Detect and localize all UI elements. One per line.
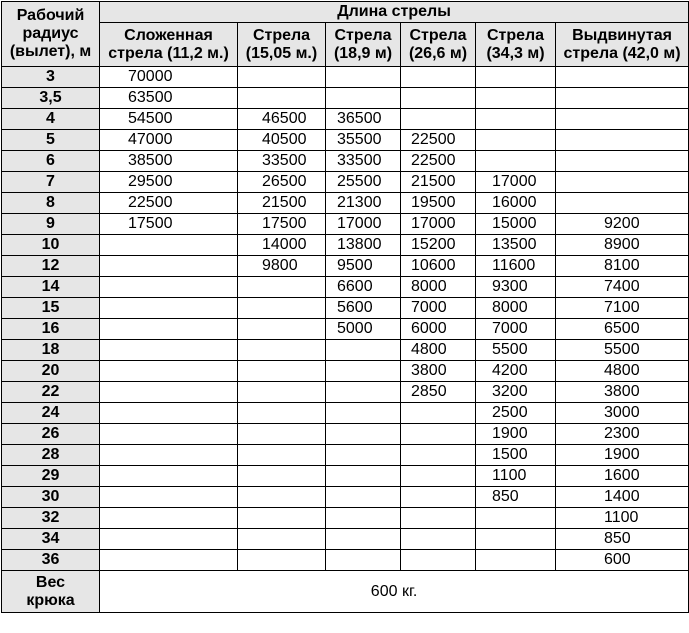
radius-cell: 14 [2,277,100,298]
capacity-cell [100,382,238,403]
capacity-cell: 17500 [238,214,326,235]
capacity-cell [476,109,556,130]
capacity-cell: 15000 [476,214,556,235]
capacity-cell [326,466,401,487]
capacity-cell [556,109,689,130]
table-row [2,88,689,109]
capacity-cell: 36500 [326,109,401,130]
capacity-cell: 2850 [401,382,476,403]
boom-column-header-line2: (26,6 м) [408,44,468,62]
capacity-cell [556,130,689,151]
radius-cell: 36 [2,550,100,571]
capacity-cell: 3200 [476,382,556,403]
capacity-cell [238,319,326,340]
boom-column-header [100,23,238,67]
radius-cell: 18 [2,340,100,361]
capacity-cell: 5000 [326,319,401,340]
radius-cell: 12 [2,256,100,277]
capacity-cell [326,382,401,403]
capacity-cell: 14000 [238,235,326,256]
capacity-cell [476,151,556,172]
radius-cell: 7 [2,172,100,193]
boom-column-header [238,23,326,67]
capacity-cell: 1900 [476,424,556,445]
capacity-cell [100,319,238,340]
radius-header-line2: радиус [22,25,79,42]
capacity-cell: 17000 [401,214,476,235]
capacity-cell [401,487,476,508]
capacity-cell: 21300 [326,193,401,214]
capacity-cell: 5600 [326,298,401,319]
capacity-cell [100,256,238,277]
capacity-cell: 8000 [476,298,556,319]
capacity-cell: 7400 [556,277,689,298]
radius-cell: 8 [2,193,100,214]
capacity-cell: 35500 [326,130,401,151]
capacity-cell [238,277,326,298]
capacity-cell [326,424,401,445]
capacity-cell: 63500 [100,88,238,109]
capacity-cell [326,403,401,424]
capacity-cell: 6500 [556,319,689,340]
radius-cell: 22 [2,382,100,403]
capacity-cell: 8000 [401,277,476,298]
radius-cell: 3,5 [2,88,100,109]
capacity-cell: 54500 [100,109,238,130]
capacity-cell: 22500 [401,151,476,172]
capacity-cell: 2300 [556,424,689,445]
capacity-cell [476,550,556,571]
capacity-cell [238,487,326,508]
capacity-cell: 1900 [556,445,689,466]
capacity-cell [326,487,401,508]
table-row [2,277,689,298]
capacity-cell [556,88,689,109]
table-row [2,403,689,424]
boom-column-header-line1: Выдвинутая [572,26,672,44]
table-row [2,487,689,508]
capacity-cell [401,67,476,88]
boom-column-header-line2: (18,9 м) [333,44,393,62]
capacity-cell: 600 [556,550,689,571]
capacity-cell [326,88,401,109]
capacity-cell [401,466,476,487]
radius-cell: 32 [2,508,100,529]
capacity-cell: 1100 [476,466,556,487]
capacity-cell: 21500 [401,172,476,193]
hook-weight-label-line1: Вес [35,573,66,591]
boom-column-header [401,23,476,67]
boom-column-header-line1: Стрела [409,26,467,44]
table-row [2,193,689,214]
capacity-cell [556,172,689,193]
capacity-cell [401,109,476,130]
radius-cell: 16 [2,319,100,340]
capacity-cell: 46500 [238,109,326,130]
capacity-cell [100,466,238,487]
boom-column-header [556,23,689,67]
capacity-cell: 11600 [476,256,556,277]
load-chart-table [1,1,689,613]
capacity-cell [100,340,238,361]
radius-cell: 4 [2,109,100,130]
capacity-cell [476,67,556,88]
capacity-cell: 13500 [476,235,556,256]
capacity-cell [401,445,476,466]
boom-column-header-line1: Стрела [334,26,392,44]
boom-column-header-line1: Сложенная [124,26,213,44]
radius-cell: 29 [2,466,100,487]
capacity-cell [100,277,238,298]
capacity-cell: 33500 [326,151,401,172]
capacity-cell: 21500 [238,193,326,214]
capacity-cell [476,508,556,529]
table-row [2,130,689,151]
capacity-cell [556,151,689,172]
capacity-cell [238,340,326,361]
table-row [2,382,689,403]
table-row [2,109,689,130]
capacity-cell: 9300 [476,277,556,298]
capacity-cell: 16000 [476,193,556,214]
radius-cell: 15 [2,298,100,319]
capacity-cell [401,403,476,424]
capacity-cell [326,67,401,88]
radius-cell: 10 [2,235,100,256]
capacity-cell [401,88,476,109]
capacity-cell: 6600 [326,277,401,298]
capacity-cell: 1100 [556,508,689,529]
table-row [2,235,689,256]
radius-cell: 34 [2,529,100,550]
capacity-cell: 7100 [556,298,689,319]
table-row [2,466,689,487]
capacity-cell [238,445,326,466]
radius-cell: 28 [2,445,100,466]
boom-column-header-line2: (15,05 м.) [245,44,318,62]
capacity-cell: 1500 [476,445,556,466]
capacity-cell [556,67,689,88]
radius-cell: 5 [2,130,100,151]
capacity-cell: 3800 [556,382,689,403]
boom-column-header-line1: Стрела [252,26,311,44]
capacity-cell: 9200 [556,214,689,235]
capacity-cell [238,88,326,109]
capacity-cell: 22500 [401,130,476,151]
hook-weight-label-line2: крюка [26,591,75,609]
radius-cell: 3 [2,67,100,88]
capacity-cell: 8100 [556,256,689,277]
capacity-cell: 7000 [401,298,476,319]
table-row [2,319,689,340]
radius-header-line3: (вылет), м [9,43,92,60]
capacity-cell: 3000 [556,403,689,424]
capacity-cell: 17000 [476,172,556,193]
capacity-cell: 22500 [100,193,238,214]
capacity-cell [326,508,401,529]
boom-column-header-line2: стрела (42,0 м) [563,44,681,62]
capacity-cell [401,508,476,529]
table-row [2,361,689,382]
capacity-cell: 850 [476,487,556,508]
capacity-cell [100,235,238,256]
capacity-cell [238,466,326,487]
capacity-cell [100,550,238,571]
capacity-cell [326,529,401,550]
capacity-cell [238,298,326,319]
capacity-cell [238,424,326,445]
capacity-cell: 1400 [556,487,689,508]
hook-weight-value: 600 кг. [100,571,689,613]
boom-column-header [476,23,556,67]
capacity-cell: 15200 [401,235,476,256]
capacity-cell [401,424,476,445]
table-row [2,67,689,88]
capacity-cell [238,361,326,382]
radius-cell: 6 [2,151,100,172]
capacity-cell: 17500 [100,214,238,235]
table-row [2,340,689,361]
table-row [2,172,689,193]
capacity-cell: 4800 [556,361,689,382]
capacity-cell: 70000 [100,67,238,88]
radius-cell: 26 [2,424,100,445]
capacity-cell: 8900 [556,235,689,256]
table-row [2,214,689,235]
capacity-cell [100,403,238,424]
boom-length-header: Длина стрелы [100,2,689,23]
radius-cell: 9 [2,214,100,235]
capacity-cell [476,88,556,109]
capacity-cell [556,193,689,214]
hook-weight-label [2,571,100,613]
capacity-cell: 38500 [100,151,238,172]
capacity-cell: 29500 [100,172,238,193]
table-row [2,508,689,529]
capacity-cell [100,529,238,550]
capacity-cell [238,550,326,571]
capacity-cell [238,508,326,529]
capacity-cell: 6000 [401,319,476,340]
table-row [2,424,689,445]
capacity-cell: 40500 [238,130,326,151]
capacity-cell: 4200 [476,361,556,382]
capacity-cell [326,340,401,361]
capacity-cell: 26500 [238,172,326,193]
boom-column-header-line1: Стрела [486,26,545,44]
boom-column-header-line2: стрела (11,2 м.) [108,44,229,62]
capacity-cell: 850 [556,529,689,550]
capacity-cell [476,130,556,151]
capacity-cell: 10600 [401,256,476,277]
capacity-cell: 19500 [401,193,476,214]
capacity-cell [100,508,238,529]
capacity-cell [100,298,238,319]
capacity-cell [100,424,238,445]
boom-column-header-line2: (34,3 м) [486,44,545,62]
capacity-cell [238,382,326,403]
table-row [2,298,689,319]
capacity-cell: 9500 [326,256,401,277]
capacity-cell [238,529,326,550]
capacity-cell [100,361,238,382]
capacity-cell: 2500 [476,403,556,424]
capacity-cell: 13800 [326,235,401,256]
capacity-cell [238,67,326,88]
table-row [2,256,689,277]
table-row [2,445,689,466]
radius-cell: 30 [2,487,100,508]
capacity-cell: 25500 [326,172,401,193]
radius-cell: 20 [2,361,100,382]
capacity-cell [100,445,238,466]
capacity-cell [100,487,238,508]
radius-header-line1: Рабочий [16,7,85,24]
capacity-cell: 33500 [238,151,326,172]
capacity-cell: 3800 [401,361,476,382]
capacity-cell: 7000 [476,319,556,340]
capacity-cell [326,361,401,382]
capacity-cell [401,550,476,571]
radius-cell: 24 [2,403,100,424]
capacity-cell [238,403,326,424]
table-row [2,151,689,172]
capacity-cell [326,445,401,466]
radius-header [2,2,100,67]
capacity-cell [326,550,401,571]
capacity-cell [401,529,476,550]
capacity-cell [476,529,556,550]
table-row [2,550,689,571]
capacity-cell: 1600 [556,466,689,487]
boom-column-header [326,23,401,67]
capacity-cell: 17000 [326,214,401,235]
capacity-cell: 5500 [476,340,556,361]
capacity-cell: 9800 [238,256,326,277]
capacity-cell: 4800 [401,340,476,361]
capacity-cell: 5500 [556,340,689,361]
table-row [2,529,689,550]
capacity-cell: 47000 [100,130,238,151]
